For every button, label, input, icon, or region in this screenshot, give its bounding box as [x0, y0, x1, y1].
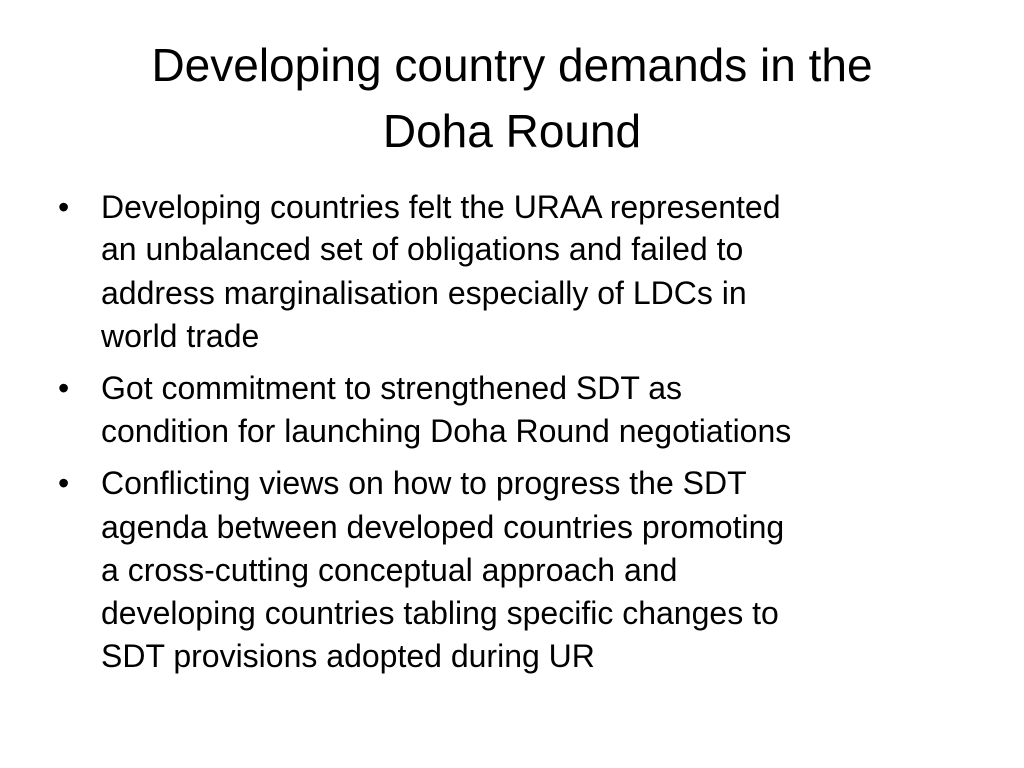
bullet-marker: •: [58, 465, 70, 501]
slide-title-line-1: Developing country demands in the: [151, 39, 873, 91]
bullet-3-line-3: a cross-cutting conceptual approach and: [101, 552, 678, 588]
slide-title-line-2: Doha Round: [382, 105, 642, 157]
bullet-1-line-4: world trade: [101, 318, 260, 354]
bullet-3-line-1: Conflicting views on how to progress the SDT: [101, 465, 747, 501]
bullet-1-line-1: Developing countries felt the URAA represented: [101, 189, 781, 225]
bullet-2-line-2: condition for launching Doha Round negotiations: [101, 413, 792, 449]
bullet-3-line-4: developing countries tabling specific changes to: [101, 595, 779, 631]
bullet-marker: •: [58, 370, 70, 406]
bullet-3-line-5: SDT provisions adopted during UR: [101, 638, 595, 674]
bullet-1-line-2: an unbalanced set of obligations and failed to: [101, 231, 744, 267]
bullet-3-line-2: agenda between developed countries promoting: [101, 509, 785, 545]
bullet-1-line-3: address marginalisation especially of LDCs in: [101, 275, 747, 311]
bullet-2-line-1: Got commitment to strengthened SDT as: [101, 370, 682, 406]
bullet-marker: •: [58, 189, 70, 225]
